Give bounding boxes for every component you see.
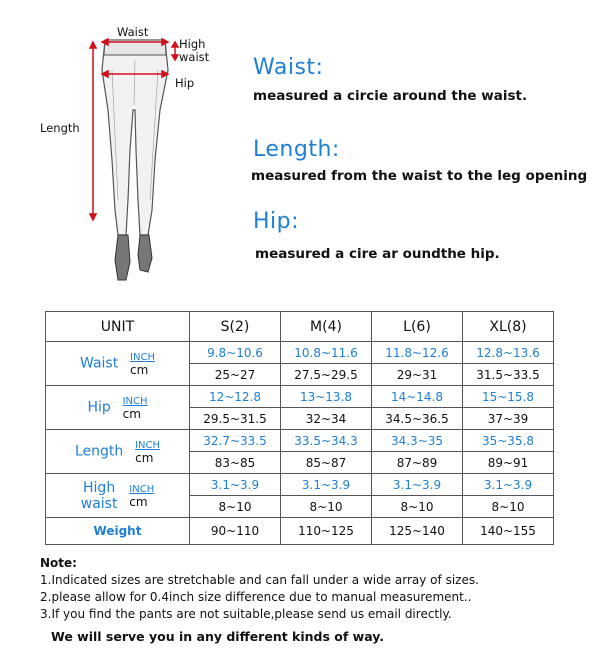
table-cell: 3.1~3.9 bbox=[281, 474, 372, 496]
row-name-weight: Weight bbox=[46, 518, 190, 545]
note-line: 2.please allow for 0.4inch size difference due to manual measurement.. bbox=[40, 590, 472, 604]
notes-section bbox=[40, 556, 479, 624]
header-size-s: S(2) bbox=[190, 312, 281, 342]
table-cell: 110~125 bbox=[281, 518, 372, 545]
table-cell: 10.8~11.6 bbox=[281, 342, 372, 364]
table-cell: 9.8~10.6 bbox=[190, 342, 281, 364]
table-cell: 90~110 bbox=[190, 518, 281, 545]
row-label-line2: waist bbox=[80, 495, 118, 512]
unit-cm: cm bbox=[129, 494, 148, 509]
row-label: Waist bbox=[80, 355, 119, 371]
definition-title-waist: Waist: bbox=[253, 55, 324, 80]
table-cell: 34.3~35 bbox=[372, 430, 463, 452]
table-cell: 8~10 bbox=[372, 496, 463, 518]
unit-stack bbox=[123, 396, 148, 420]
unit-inch: INCH bbox=[135, 439, 161, 451]
table-cell: 33.5~34.3 bbox=[281, 430, 372, 452]
table-row-weight bbox=[46, 518, 554, 545]
table-cell: 27.5~29.5 bbox=[281, 364, 372, 386]
table-cell: 32~34 bbox=[281, 408, 372, 430]
row-label: Hip bbox=[87, 399, 111, 415]
unit-inch: INCH bbox=[122, 395, 148, 407]
table-cell: 37~39 bbox=[463, 408, 554, 430]
row-label bbox=[81, 480, 118, 512]
table-cell: 83~85 bbox=[190, 452, 281, 474]
table-cell: 34.5~36.5 bbox=[372, 408, 463, 430]
table-row bbox=[46, 386, 554, 408]
table-cell: 8~10 bbox=[281, 496, 372, 518]
closing-statement: We will serve you in any different kinds of way. bbox=[51, 629, 385, 644]
table-cell: 13~13.8 bbox=[281, 386, 372, 408]
table-cell: 12.8~13.6 bbox=[463, 342, 554, 364]
table-cell: 87~89 bbox=[372, 452, 463, 474]
definition-text-length: measured from the waist to the leg opening bbox=[251, 168, 588, 184]
unit-cm: cm bbox=[135, 450, 154, 465]
header-unit: UNIT bbox=[46, 312, 190, 342]
definition-text-waist: measured a circie around the waist. bbox=[253, 88, 528, 104]
table-cell: 31.5~33.5 bbox=[463, 364, 554, 386]
table-cell: 3.1~3.9 bbox=[190, 474, 281, 496]
row-label-line1: High bbox=[83, 479, 116, 496]
row-name-waist bbox=[46, 342, 190, 386]
unit-cm: cm bbox=[130, 362, 149, 377]
table-row bbox=[46, 474, 554, 496]
table-row bbox=[46, 430, 554, 452]
definition-title-length: Length: bbox=[253, 137, 340, 162]
notes-title: Note: bbox=[40, 556, 77, 570]
row-name-high-waist bbox=[46, 474, 190, 518]
table-cell: 12~12.8 bbox=[190, 386, 281, 408]
table-cell: 3.1~3.9 bbox=[372, 474, 463, 496]
note-line: 1.Indicated sizes are stretchable and can fall under a wide array of sizes. bbox=[40, 573, 479, 587]
leggings-illustration bbox=[0, 0, 230, 300]
table-cell: 14~14.8 bbox=[372, 386, 463, 408]
unit-cm: cm bbox=[122, 406, 141, 421]
table-cell: 25~27 bbox=[190, 364, 281, 386]
table-row bbox=[46, 342, 554, 364]
table-cell: 3.1~3.9 bbox=[463, 474, 554, 496]
table-cell: 89~91 bbox=[463, 452, 554, 474]
unit-stack bbox=[130, 352, 155, 376]
table-cell: 29~31 bbox=[372, 364, 463, 386]
unit-stack bbox=[129, 484, 154, 508]
note-line: 3.If you find the pants are not suitable,please send us email directly. bbox=[40, 607, 452, 621]
table-cell: 15~15.8 bbox=[463, 386, 554, 408]
table-cell: 29.5~31.5 bbox=[190, 408, 281, 430]
header-size-xl: XL(8) bbox=[463, 312, 554, 342]
table-cell: 140~155 bbox=[463, 518, 554, 545]
row-name-hip bbox=[46, 386, 190, 430]
size-chart-table bbox=[45, 311, 554, 545]
table-cell: 35~35.8 bbox=[463, 430, 554, 452]
table-cell: 125~140 bbox=[372, 518, 463, 545]
unit-inch: INCH bbox=[129, 483, 155, 495]
label-hip: Hip bbox=[175, 76, 195, 90]
table-cell: 8~10 bbox=[463, 496, 554, 518]
label-waist: Waist bbox=[117, 25, 149, 39]
definition-title-hip: Hip: bbox=[253, 209, 300, 234]
header-size-l: L(6) bbox=[372, 312, 463, 342]
table-cell: 85~87 bbox=[281, 452, 372, 474]
table-cell: 11.8~12.6 bbox=[372, 342, 463, 364]
label-high-waist: High waist bbox=[179, 37, 210, 64]
definition-text-hip: measured a cire ar oundthe hip. bbox=[255, 246, 500, 262]
unit-inch: INCH bbox=[130, 351, 155, 363]
table-cell: 8~10 bbox=[190, 496, 281, 518]
unit-stack bbox=[135, 440, 160, 464]
header-size-m: M(4) bbox=[281, 312, 372, 342]
table-cell: 32.7~33.5 bbox=[190, 430, 281, 452]
row-name-length bbox=[46, 430, 190, 474]
table-header-row bbox=[46, 312, 554, 342]
row-label: Length bbox=[74, 443, 124, 459]
label-length: Length bbox=[40, 121, 80, 135]
